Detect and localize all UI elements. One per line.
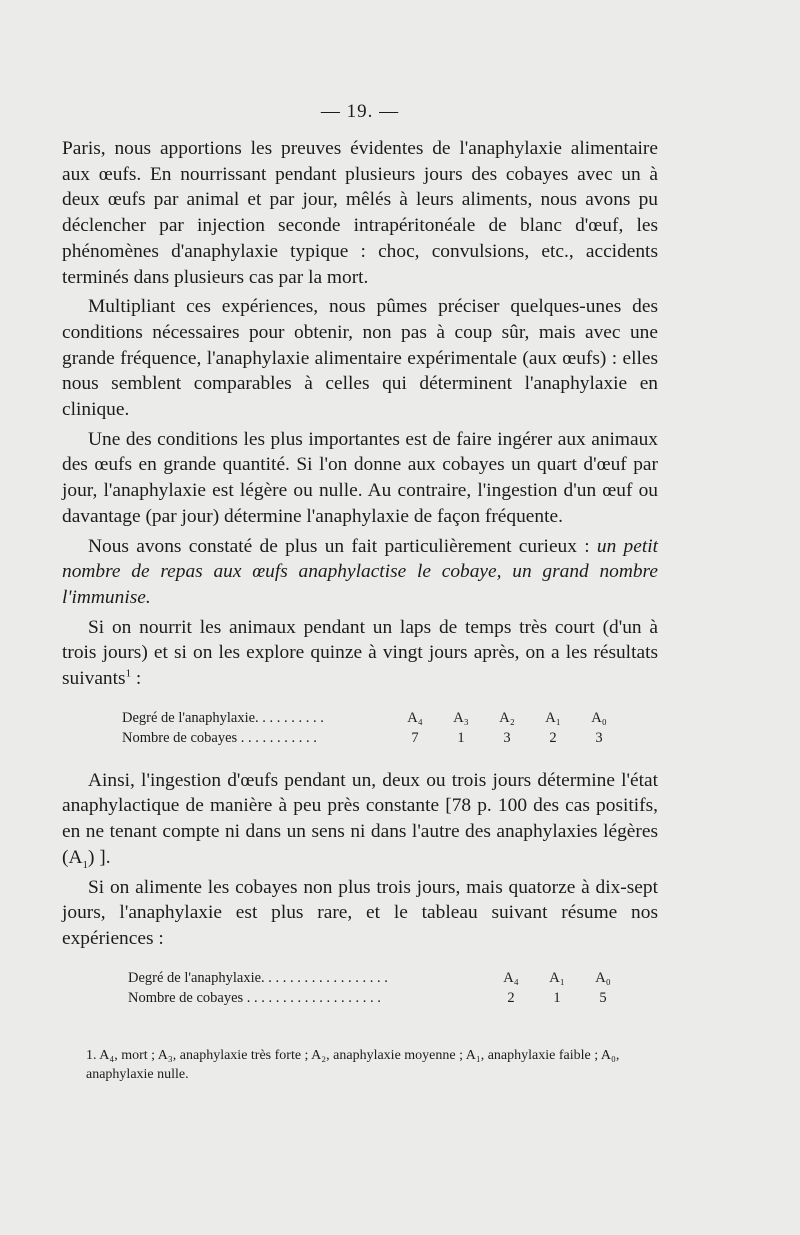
- table-cell: A₀: [591, 709, 607, 726]
- table-label: Nombre de cobayes . . . . . . . . . . . . . . . . . . .: [128, 989, 381, 1006]
- paragraph-3: Une des conditions les plus importantes est de faire ingérer aux animaux des œufs en grande quantité. Si l'on donne aux cobayes un quart d'œuf par jour, l'anaphylaxie est légère ou nulle. Au contraire, l'ingestion d'un œuf ou davantage (par jour) détermine l'anaphylaxie de façon fréquente.: [62, 428, 658, 527]
- paragraph-5: [62, 615, 658, 692]
- paragraph-5-text: Si on nourrit les animaux pendant un laps de temps très court (d'un à trois jours) et si on les explore quinze à vingt jours après, on a les résultats suivants: [62, 616, 658, 690]
- table-row: [128, 988, 626, 1008]
- table-label: Degré de l'anaphylaxie. . . . . . . . . . . . . . . . . .: [128, 969, 388, 986]
- table-cell: 2: [549, 729, 557, 746]
- table-row: [122, 728, 622, 748]
- paragraph-6-text: Ainsi, l'ingestion d'œufs pendant un, deux ou trois jours détermine l'état anaphylactique de manière à peu près constante [78 p. 100 des cas positifs, en ne tenant compte ni dans un sens ni dans l'autre des anaphylaxies légères (A: [62, 769, 658, 868]
- table-cell: 1: [553, 989, 561, 1006]
- footnote: 1. A₄, mort ; A₃, anaphylaxie très forte ; A₂, anaphylaxie moyenne ; A₁, anaphylaxie faible ; A₀, anaphylaxie nulle.: [86, 1048, 620, 1082]
- table-cell: A₁: [549, 969, 565, 986]
- table-cell: A₃: [453, 709, 469, 726]
- table-cell: 3: [503, 729, 511, 746]
- table-cell: 2: [507, 989, 515, 1006]
- table-label: Nombre de cobayes . . . . . . . . . . .: [122, 729, 317, 746]
- paragraph-6-subscript: 1: [82, 858, 88, 871]
- body-text: [62, 136, 658, 1028]
- table-row: [122, 708, 622, 728]
- paragraph-4-italic: un petit nombre de repas aux œufs anaphylactise le cobaye, un grand nombre l'immunise.: [62, 535, 659, 608]
- table-cell: A₂: [499, 709, 515, 726]
- paragraph-6: [62, 768, 658, 871]
- table-cell: A₀: [595, 969, 611, 986]
- table-cell: 5: [599, 989, 607, 1006]
- table-label: Degré de l'anaphylaxie. . . . . . . . . .: [122, 709, 324, 726]
- table-row: [128, 968, 626, 988]
- paragraph-2: Multipliant ces expériences, nous pûmes préciser quelques-unes des conditions nécessaires pour obtenir, non pas à coup sûr, mais avec une grande fréquence, l'anaphylaxie alimentaire expérimentale (aux œufs) : elles nous semblent comparables à celles qui déterminent l'anaphylaxie en clinique.: [62, 296, 658, 421]
- paragraph-6-end: ) ].: [87, 846, 111, 868]
- footnote-reference[interactable]: 1: [125, 667, 132, 680]
- paragraph-1: Paris, nous apportions les preuves évidentes de l'anaphylaxie alimentaire aux œufs. En nourrissant pendant plusieurs jours des cobayes avec un à deux œufs par animal et par jour, mêlés à leurs aliments, nous avons pu déclencher par injection seconde intrapéritonéale de blanc d'œuf, les phénomènes d'anaphylaxie typique : choc, convulsions, etc., accidents terminés dans plusieurs cas par la mort.: [62, 138, 658, 288]
- paragraph-5-end: :: [131, 668, 142, 690]
- table-cell: 1: [457, 729, 465, 746]
- table-cell: A₄: [503, 969, 519, 986]
- paragraph-7: Si on alimente les cobayes non plus trois jours, mais quatorze à dix-sept jours, l'anaphylaxie est plus rare, et le tableau suivant résume nos expériences :: [62, 876, 658, 949]
- results-table-long: [128, 968, 626, 1008]
- table-cell: 7: [411, 729, 419, 746]
- table-cell: A₁: [545, 709, 561, 726]
- paragraph-4: [62, 534, 658, 611]
- paragraph-4-intro: Nous avons constaté de plus un fait particulièrement curieux :: [88, 535, 597, 557]
- table-cell: A₄: [407, 709, 423, 726]
- table-cell: 3: [595, 729, 603, 746]
- results-table-short: [122, 708, 622, 748]
- page-number: — 19. —: [320, 101, 400, 122]
